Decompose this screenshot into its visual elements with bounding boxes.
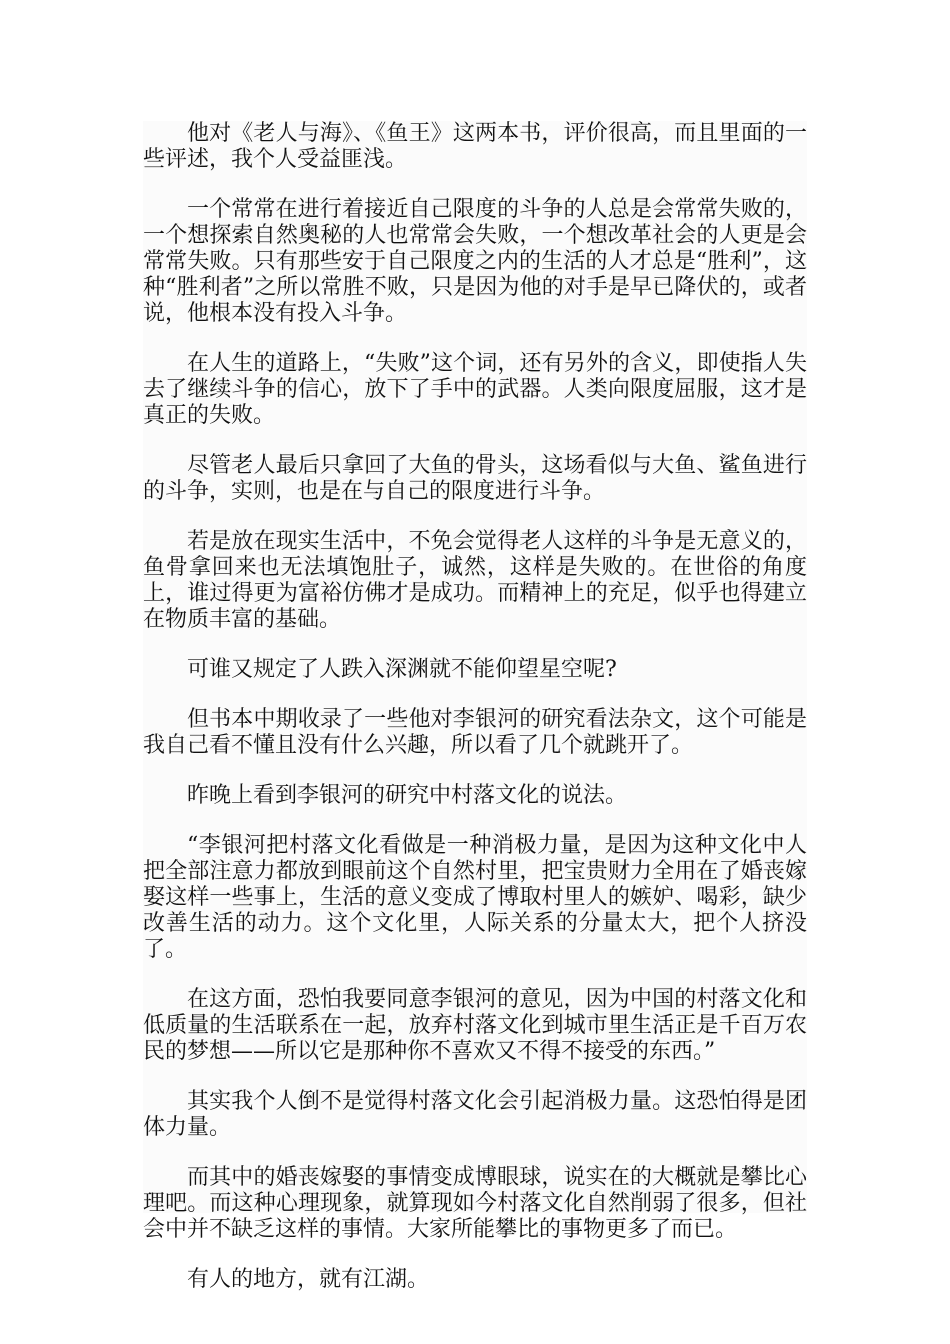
paragraph-5: 若是放在现实生活中，不免会觉得老人这样的斗争是无意义的，鱼骨拿回来也无法填饱肚子，诚然，这样是失败的。在世俗的角度上，谁过得更为富裕仿佛才是成功。而精神上的充足，似乎也得建立在物质丰富的基础。 [143,529,807,632]
text-block [143,121,807,1292]
paragraph-4: 尽管老人最后只拿回了大鱼的骨头，这场看似与大鱼、鲨鱼进行的斗争，实则，也是在与自己的限度进行斗争。 [143,453,807,504]
paragraph-3: 在人生的道路上，“失败”这个词，还有另外的含义，即使指人失去了继续斗争的信心，放下了手中的武器。人类向限度屈服，这才是真正的失败。 [143,351,807,428]
paragraph-9: “李银河把村落文化看做是一种消极力量，是因为这种文化中人把全部注意力都放到眼前这个自然村里，把宝贵财力全用在了婚丧嫁娶这样一些事上，生活的意义变成了博取村里人的嫉妒、喝彩，缺少改善生活的动力。这个文化里，人际关系的分量太大，把个人挤没了。 [143,833,807,962]
paragraph-12: 而其中的婚丧嫁娶的事情变成博眼球，说实在的大概就是攀比心理吧。而这种心理现象，就算现如今村落文化自然削弱了很多，但社会中并不缺乏这样的事情。大家所能攀比的事物更多了而已。 [143,1165,807,1242]
paragraph-1: 他对《老人与海》、《鱼王》这两本书，评价很高，而且里面的一些评述，我个人受益匪浅。 [143,121,807,172]
paragraph-2: 一个常常在进行着接近自己限度的斗争的人总是会常常失败的，一个想探索自然奥秘的人也常常会失败，一个想改革社会的人更是会常常失败。只有那些安于自己限度之内的生活的人才总是“胜利”，这种“胜利者”之所以常胜不败，只是因为他的对手是早已降伏的，或者说，他根本没有投入斗争。 [143,197,807,326]
paragraph-11: 其实我个人倒不是觉得村落文化会引起消极力量。这恐怕得是团体力量。 [143,1089,807,1140]
paragraph-6: 可谁又规定了人跌入深渊就不能仰望星空呢? [187,657,617,682]
paragraph-10: 在这方面，恐怕我要同意李银河的意见，因为中国的村落文化和低质量的生活联系在一起，放弃村落文化到城市里生活正是千百万农民的梦想——所以它是那种你不喜欢又不得不接受的东西。” [143,987,807,1064]
paragraph-7: 但书本中期收录了一些他对李银河的研究看法杂文，这个可能是我自己看不懂且没有什么兴趣，所以看了几个就跳开了。 [143,707,807,758]
paragraph-8: 昨晚上看到李银河的研究中村落文化的说法。 [187,783,628,808]
paragraph-13: 有人的地方，就有江湖。 [187,1267,430,1292]
